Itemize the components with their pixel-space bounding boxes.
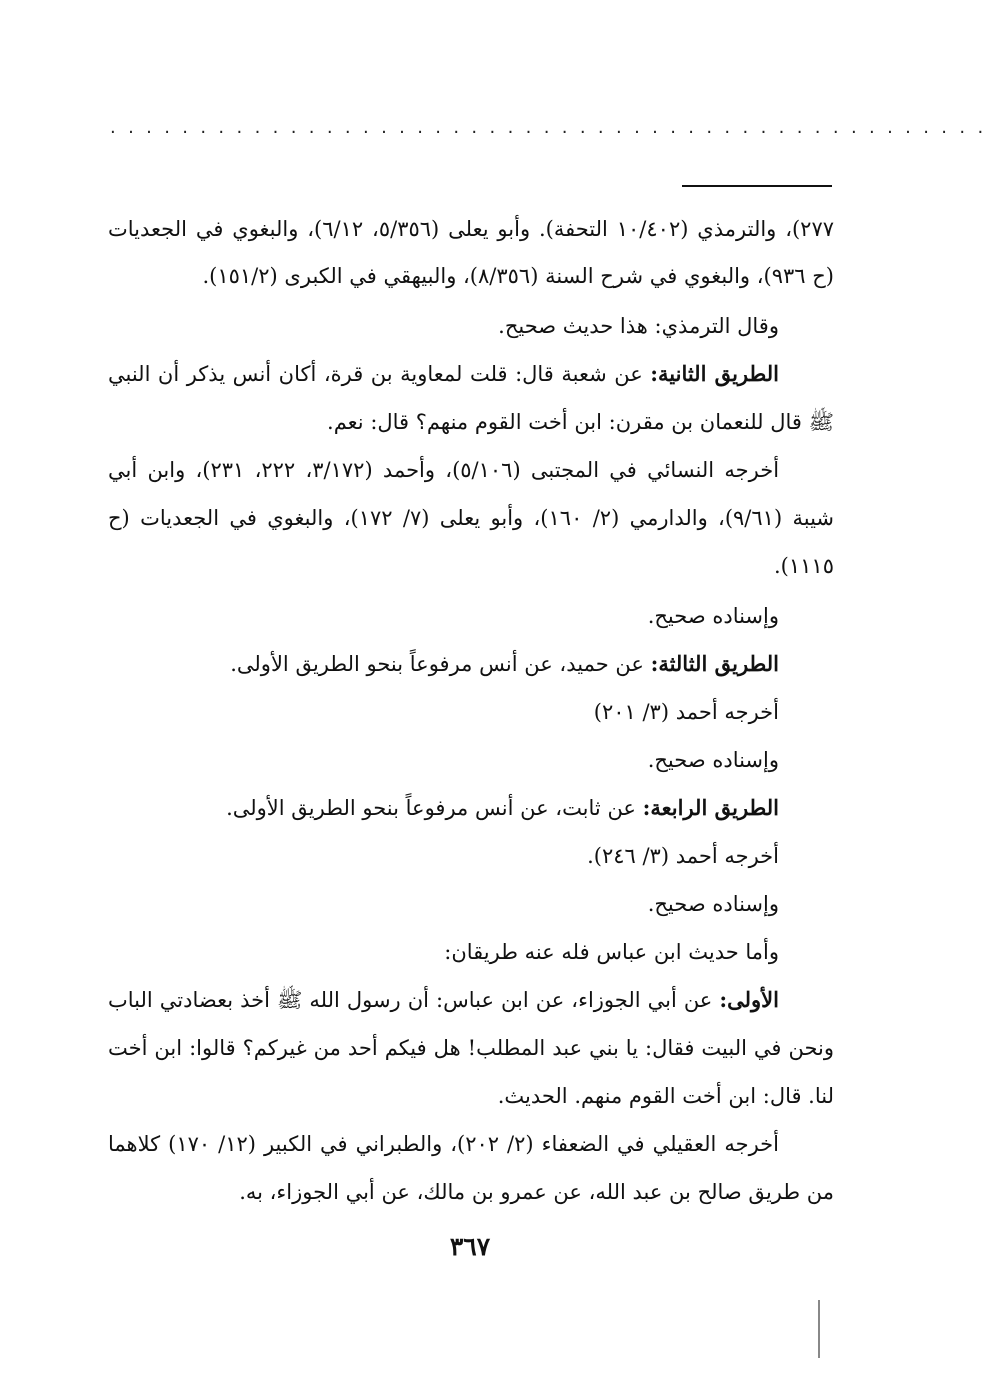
paragraph-text: أخرجه النسائي في المجتبى (٥/١٠٦)، وأحمد (٣/١٧٢، ٢٢٢، ٢٣١)، وابن أبي شيبة (٩/٦١)، والدارمي (٢/ ١٦٠)، وأبو يعلى (٧/ ١٧٢)، والبغوي في الجعديات (ح ١١١٥). bbox=[108, 458, 835, 578]
paragraph-text: أخرجه أحمد (٣/ ٢٠١) bbox=[593, 700, 779, 724]
paragraph-ibn-abbas-intro bbox=[108, 928, 834, 976]
paragraph-text: وإسناده صحيح. bbox=[647, 748, 779, 772]
paragraph-third-route bbox=[108, 640, 834, 688]
paragraph-takhrij-ahmad-1 bbox=[108, 688, 834, 736]
paragraph-fourth-route bbox=[108, 784, 834, 832]
route-label: الأولى: bbox=[719, 987, 779, 1012]
paragraph-second-route bbox=[108, 350, 834, 446]
route-label: الطريق الثالثة: bbox=[650, 651, 779, 676]
dotted-separator: ................................................. bbox=[110, 117, 996, 138]
paragraph-takhrij-uqayli bbox=[108, 1120, 834, 1216]
paragraph-isnad-1 bbox=[108, 592, 834, 640]
paragraph-text: وأما حديث ابن عباس فله عنه طريقان: bbox=[444, 940, 779, 964]
page-body bbox=[108, 206, 834, 1216]
paragraph-text: وإسناده صحيح. bbox=[647, 892, 779, 916]
paragraph-text: عن أبي الجوزاء، عن ابن عباس: أن رسول الله ﷺ أخذ بعضادتي الباب ونحن في البيت فقال: يا بني عبد المطلب! هل فيكم أحد من غيركم؟ قالوا: ابن أخت لنا. قال: ابن أخت القوم منهم. الحديث. bbox=[108, 988, 834, 1108]
footnote-continuation: ٢٧٧)، والترمذي (١٠/٤٠٢ التحفة). وأبو يعلى (٥/٣٥٦، ٦/١٢)، والبغوي في الجعديات (ح ٩٣٦)، والبغوي في شرح السنة (٨/٣٥٦)، والبيهقي في الكبرى (١٥١/٢). bbox=[108, 217, 835, 288]
paragraph-takhrij-ahmad-2 bbox=[108, 832, 834, 880]
paragraph-text: عن حميد، عن أنس مرفوعاً بنحو الطريق الأولى. bbox=[230, 652, 651, 676]
paragraph-takhrij-nasai bbox=[108, 446, 834, 590]
paragraph-text: عن شعبة قال: قلت لمعاوية بن قرة، أكان أنس يذكر أن النبي ﷺ قال للنعمان بن مقرن: ابن أخت القوم منهم؟ قال: نعم. bbox=[108, 362, 834, 434]
paragraph-tirmidhi bbox=[108, 302, 834, 350]
footnote-block bbox=[108, 206, 834, 300]
paragraph-isnad-2 bbox=[108, 736, 834, 784]
paragraph-first-route-ibn-abbas bbox=[108, 976, 834, 1120]
footnote-rule bbox=[682, 185, 832, 187]
paragraph-text: وإسناده صحيح. bbox=[647, 604, 779, 628]
paragraph-text: وقال الترمذي: هذا حديث صحيح. bbox=[498, 314, 779, 338]
paragraph-text: عن ثابت، عن أنس مرفوعاً بنحو الطريق الأولى. bbox=[226, 796, 643, 820]
paragraph-text: أخرجه أحمد (٣/ ٢٤٦). bbox=[587, 844, 779, 868]
margin-mark bbox=[818, 1300, 820, 1358]
paragraph-isnad-3 bbox=[108, 880, 834, 928]
route-label: الطريق الثانية: bbox=[650, 361, 779, 386]
page-number: ٣٦٧ bbox=[449, 1232, 491, 1261]
paragraph-text: أخرجه العقيلي في الضعفاء (٢/ ٢٠٢)، والطبراني في الكبير (١٢/ ١٧٠) كلاهما من طريق صالح بن عبد الله، عن عمرو بن مالك، عن أبي الجوزاء، به. bbox=[108, 1132, 834, 1204]
route-label: الطريق الرابعة: bbox=[642, 795, 779, 820]
